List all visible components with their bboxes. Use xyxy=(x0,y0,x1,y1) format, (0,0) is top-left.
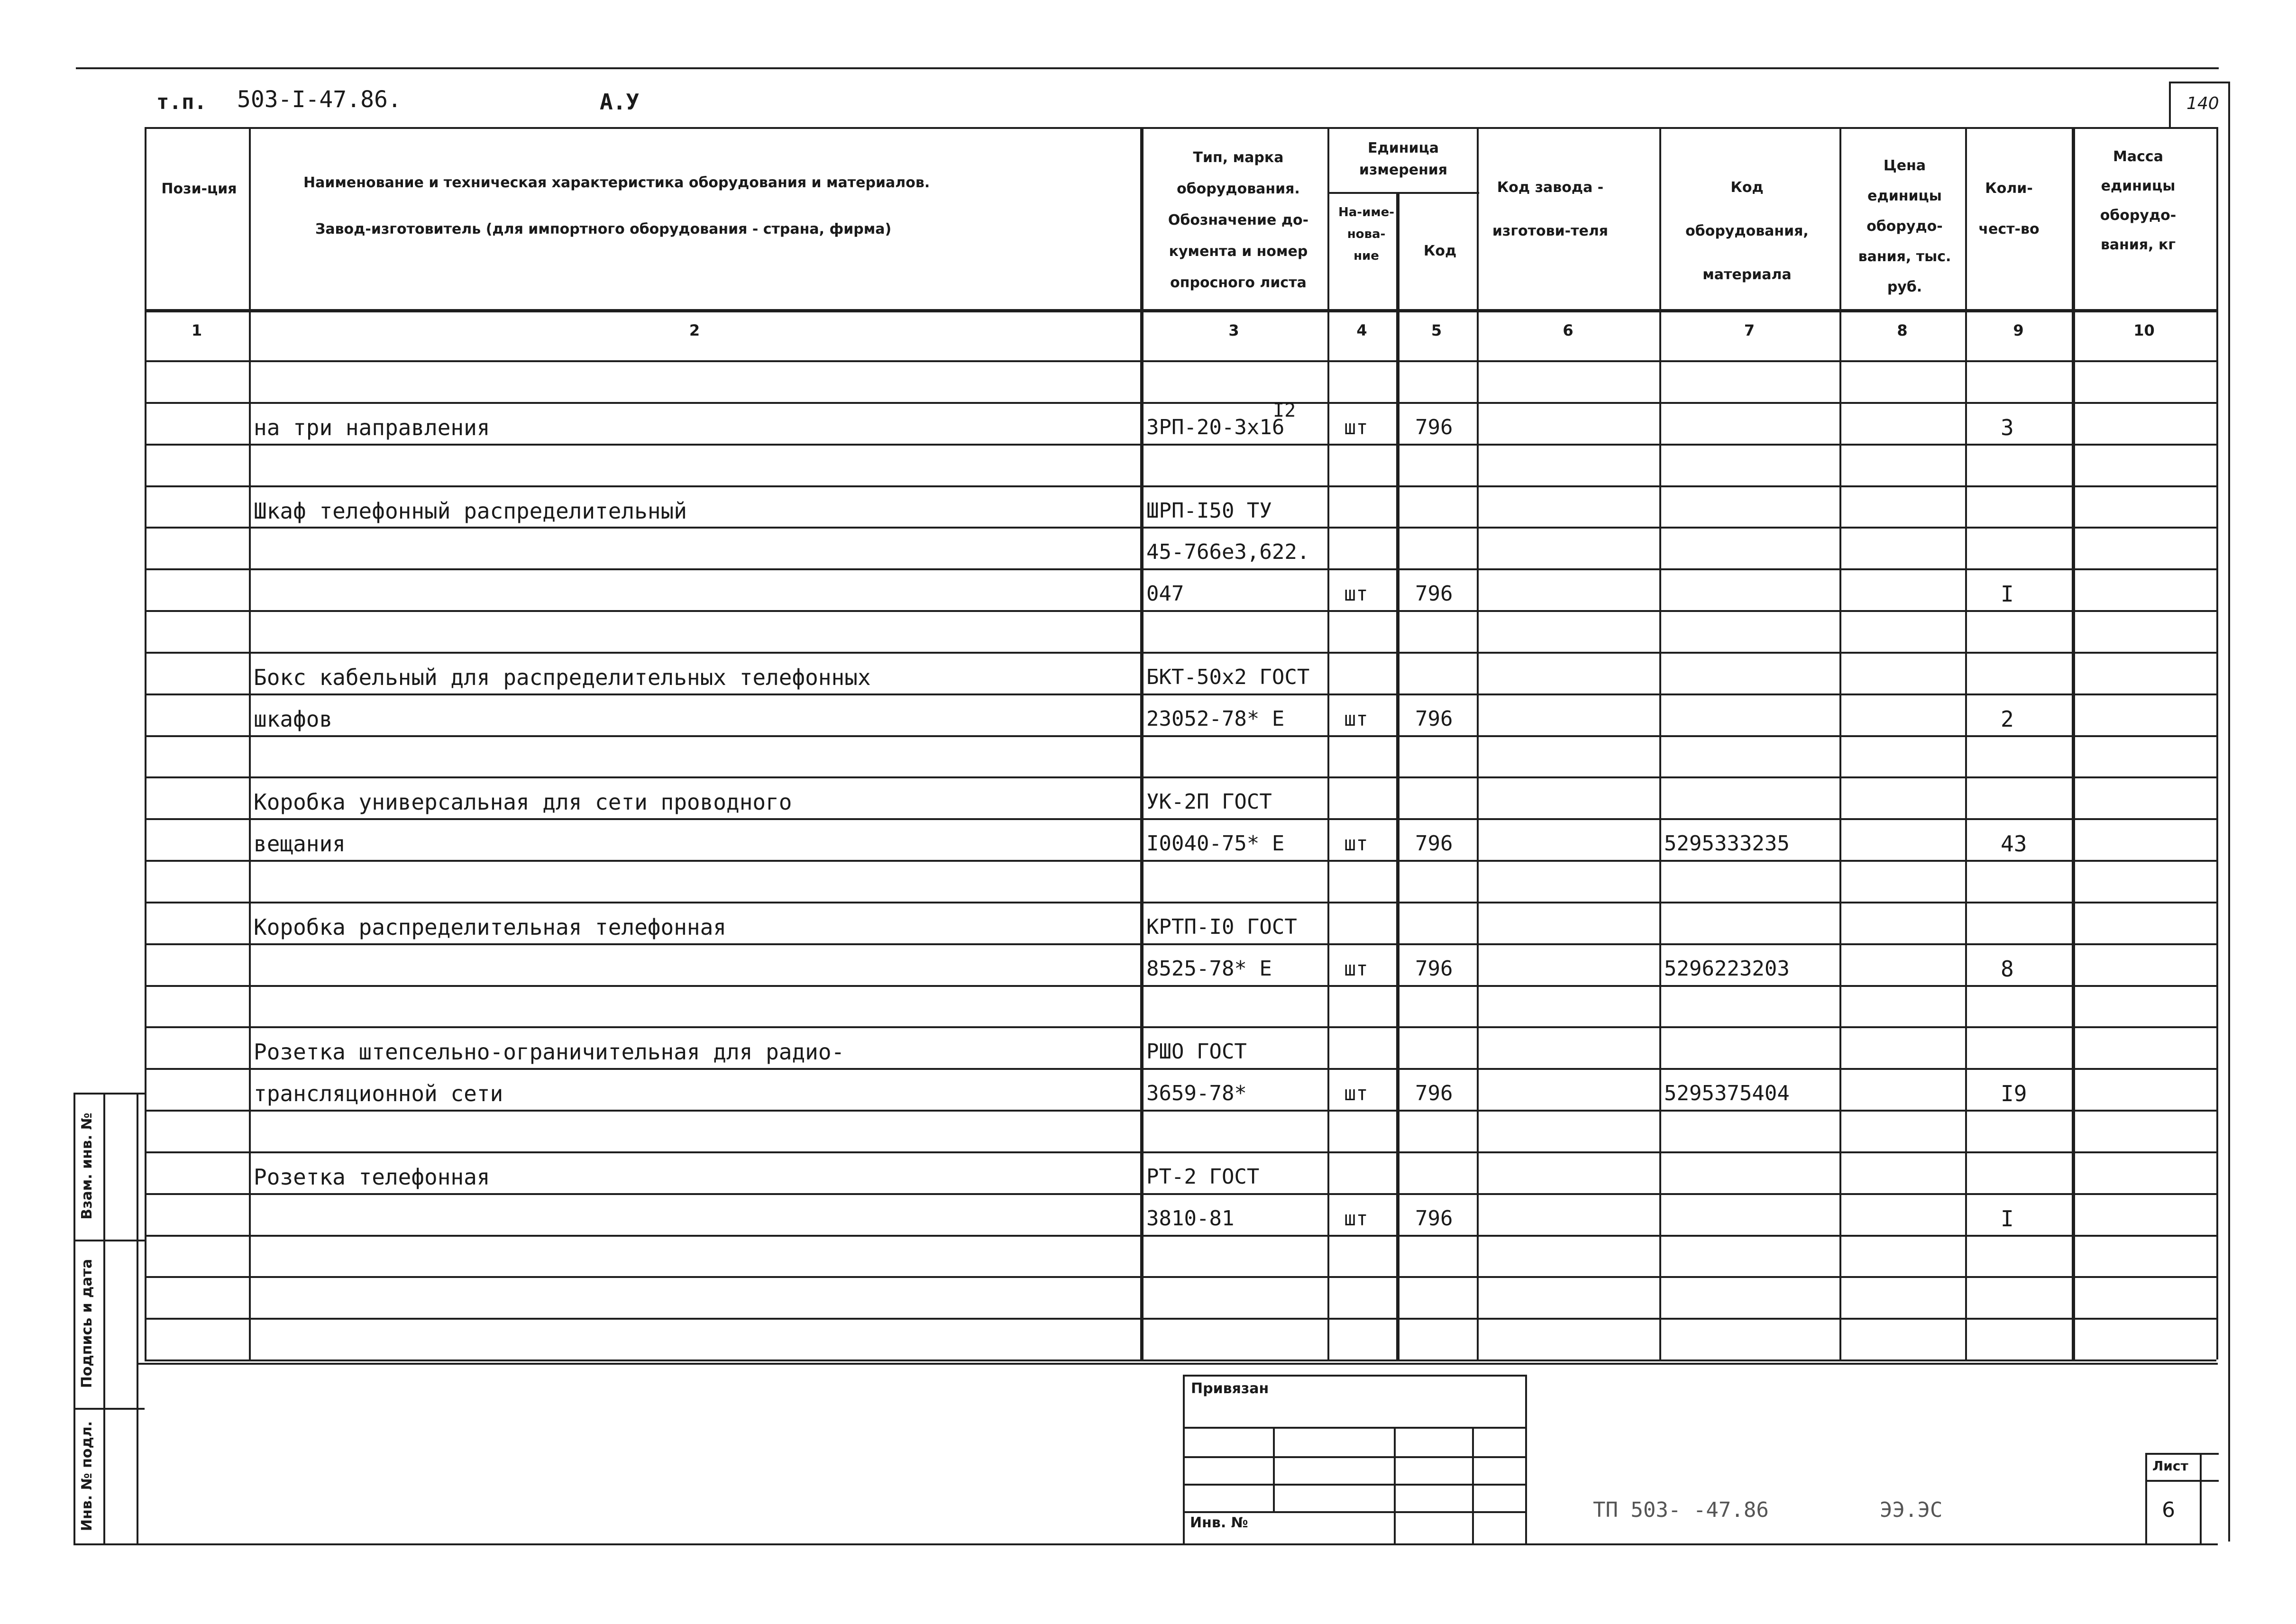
cell-name: Коробка распределительная телефонная xyxy=(254,914,726,940)
cell-type: 23052-78* Е xyxy=(1146,706,1285,731)
row-rule xyxy=(145,1359,2216,1361)
section-label: А.У xyxy=(600,89,640,115)
sheet-left xyxy=(2145,1453,2147,1545)
column-divider xyxy=(2216,127,2218,1359)
page-number-handwritten: 140 xyxy=(2186,94,2219,113)
column-divider xyxy=(2072,127,2075,1359)
column-number: 5 xyxy=(1431,321,1442,339)
cell-type: 8525-78* Е xyxy=(1146,956,1272,981)
row-rule xyxy=(145,652,2216,654)
cell-type: РШО ГОСТ xyxy=(1146,1039,1247,1064)
priv-l4 xyxy=(1183,1511,1527,1513)
row-rule xyxy=(145,943,2216,945)
col-header-unit-name: На-име-нова-ние xyxy=(1338,205,1394,263)
cell-qty: 3 xyxy=(2001,414,2014,440)
row-rule xyxy=(145,1318,2216,1320)
sheet-label: Лист xyxy=(2152,1458,2188,1474)
top-rule xyxy=(76,67,2219,69)
column-divider xyxy=(1396,192,1400,1359)
cell-type: 3РП-20-3х16 xyxy=(1146,415,1285,439)
sheet-mid xyxy=(2145,1480,2219,1482)
row-rule xyxy=(145,902,2216,903)
priv-left xyxy=(1183,1375,1185,1544)
column-divider xyxy=(1965,127,1967,1359)
column-divider xyxy=(1477,127,1479,1359)
cell-name: Розетка штепсельно-ограничительная для радио- xyxy=(254,1039,845,1065)
cell-type: БКТ-50х2 ГОСТ xyxy=(1146,665,1310,689)
page-box-left xyxy=(2169,82,2171,129)
col-header-name-line1: Наименование и техническая характеристика оборудования и материалов. xyxy=(303,174,930,191)
row-rule xyxy=(145,985,2216,987)
cell-unit: шт xyxy=(1344,1206,1368,1230)
stamp-top xyxy=(73,1093,145,1095)
column-divider xyxy=(1839,127,1841,1359)
stamp-inv-podl: Инв. № подл. xyxy=(79,1421,95,1532)
cell-code: 796 xyxy=(1415,956,1453,981)
cell-type: I0040-75* Е xyxy=(1146,831,1285,856)
row-rule xyxy=(145,860,2216,862)
cell-unit: шт xyxy=(1344,831,1368,855)
column-number: 3 xyxy=(1228,321,1239,339)
col-header-mass: Масса единицы оборудо-вания, кг xyxy=(2100,148,2177,253)
column-divider xyxy=(249,127,251,1359)
stamp-mid xyxy=(103,1093,105,1545)
column-number: 1 xyxy=(191,321,202,339)
page-box-right xyxy=(2228,82,2230,1542)
column-number: 8 xyxy=(1897,321,1908,339)
cell-name: шкафов xyxy=(254,706,333,732)
col-header-material-code: Код оборудования, материала xyxy=(1685,179,1809,283)
cell-code: 796 xyxy=(1415,831,1453,856)
cell-code: 796 xyxy=(1415,415,1453,439)
cell-type: 047 xyxy=(1146,581,1184,606)
col-header-position: Пози-ция xyxy=(161,181,237,197)
row-rule xyxy=(145,1193,2216,1195)
col-header-quantity: Коли-чест-во xyxy=(1978,180,2040,237)
sheet-right xyxy=(2200,1453,2202,1545)
cell-qty: 43 xyxy=(2001,830,2027,857)
cell-type: ШРП-I50 ТУ xyxy=(1146,498,1272,523)
col-header-unit-code: Код xyxy=(1423,243,1457,259)
row-rule xyxy=(145,1235,2216,1237)
priv-c3 xyxy=(1472,1427,1474,1544)
column-divider xyxy=(1659,127,1661,1359)
stamp-left-edge xyxy=(73,1093,75,1545)
column-number: 2 xyxy=(689,321,700,339)
cell-qty: I xyxy=(2001,581,2014,607)
priv-l3 xyxy=(1183,1484,1527,1486)
stamp-right-edge xyxy=(137,1093,138,1545)
cell-type: КРТП-I0 ГОСТ xyxy=(1146,914,1297,939)
column-divider xyxy=(1140,127,1143,1359)
cell-unit: шт xyxy=(1344,707,1368,730)
priv-c2 xyxy=(1394,1427,1396,1544)
row-rule xyxy=(145,818,2216,820)
table-top xyxy=(145,127,2216,129)
column-number: 6 xyxy=(1563,321,1573,339)
cell-type: 3810-81 xyxy=(1146,1206,1235,1231)
cell-name: вещания xyxy=(254,830,346,857)
cell-name: Шкаф телефонный распределительный xyxy=(254,498,687,524)
stamp-vzam-inv: Взам. инв. № xyxy=(79,1113,95,1220)
doc-code: 503-I-47.86. xyxy=(237,86,402,113)
row-rule xyxy=(145,1276,2216,1278)
column-number: 7 xyxy=(1744,321,1755,339)
doc-prefix: т.п. xyxy=(156,90,207,114)
cell-name: трансляционной сети xyxy=(254,1080,503,1106)
column-number: 9 xyxy=(2013,321,2024,339)
title-doc-code: ТП 503- -47.86 xyxy=(1593,1498,1769,1522)
cell-code: 796 xyxy=(1415,1081,1453,1105)
cell-unit: шт xyxy=(1344,415,1368,439)
column-number: 4 xyxy=(1356,321,1367,339)
row-rule xyxy=(145,568,2216,570)
cell-qty: 2 xyxy=(2001,706,2014,732)
privyazan-label: Привязан xyxy=(1191,1380,1269,1397)
cell-code: 796 xyxy=(1415,706,1453,731)
col-header-price: Цена единицы оборудо-вания, тыс. руб. xyxy=(1858,157,1951,295)
cell-name: на три направления xyxy=(254,414,490,440)
priv-l2 xyxy=(1183,1456,1527,1458)
cell-type: УК-2П ГОСТ xyxy=(1146,789,1272,814)
cell-qty: 8 xyxy=(2001,956,2014,982)
column-divider xyxy=(145,127,146,1359)
cell-type: 3659-78* xyxy=(1146,1081,1247,1105)
cell-code: 796 xyxy=(1415,1206,1453,1231)
row-rule xyxy=(145,527,2216,529)
row-rule xyxy=(145,360,2216,362)
col-header-name-line2: Завод-изготовитель (для импортного оборудования - страна, фирма) xyxy=(315,221,892,237)
row-rule xyxy=(145,776,2216,778)
cell-unit: шт xyxy=(1344,582,1368,605)
inv-no-label: Инв. № xyxy=(1190,1515,1248,1531)
row-rule xyxy=(145,1026,2216,1028)
sheet-top xyxy=(2145,1453,2219,1455)
cell-type: 45-766е3,622. xyxy=(1146,539,1310,564)
title-block-bottom xyxy=(137,1543,2218,1545)
row-rule xyxy=(145,1110,2216,1112)
row-rule xyxy=(145,610,2216,612)
row-rule xyxy=(145,735,2216,737)
cell-qty: I9 xyxy=(2001,1080,2027,1106)
title-doc-suffix: ЭЭ.ЭС xyxy=(1880,1498,1943,1522)
column-divider xyxy=(1327,127,1329,1359)
row-rule xyxy=(145,693,2216,695)
priv-c1 xyxy=(1273,1427,1275,1511)
page-box-top xyxy=(2169,82,2230,83)
cell-mat: 5295375404 xyxy=(1664,1081,1790,1105)
col-header-unit-group: Единица измерения xyxy=(1359,140,1448,178)
cell-code: 796 xyxy=(1415,581,1453,606)
title-block-top xyxy=(137,1363,2218,1365)
cell-name: Бокс кабельный для распределительных телефонных xyxy=(254,664,871,690)
row-rule xyxy=(145,402,2216,404)
unit-group-divider xyxy=(1327,192,1479,194)
header-bottom xyxy=(145,309,2216,312)
col-header-factory-code: Код завода - изготови-теля xyxy=(1492,179,1609,239)
priv-right xyxy=(1525,1375,1527,1544)
col-header-type: Тип, марка оборудования. Обозначение до-кумента и номер опросного листа xyxy=(1168,149,1309,291)
cell-name: Розетка телефонная xyxy=(254,1164,490,1190)
cell-type: РТ-2 ГОСТ xyxy=(1146,1164,1260,1189)
row-rule xyxy=(145,1068,2216,1070)
stamp-podpis-data: Подпись и дата xyxy=(79,1259,95,1388)
cell-qty: I xyxy=(2001,1205,2014,1232)
cell-mat: 5295333235 xyxy=(1664,831,1790,856)
cell-unit: шт xyxy=(1344,957,1368,980)
cell-type-sup: I2 xyxy=(1273,399,1296,421)
cell-name: Коробка универсальная для сети проводного xyxy=(254,789,792,815)
sheet-number: 6 xyxy=(2162,1498,2175,1522)
priv-top xyxy=(1183,1375,1527,1377)
priv-l1 xyxy=(1183,1427,1527,1429)
row-rule xyxy=(145,1151,2216,1153)
cell-unit: шт xyxy=(1344,1081,1368,1105)
column-number: 10 xyxy=(2133,321,2155,339)
row-rule xyxy=(145,444,2216,446)
row-rule xyxy=(145,485,2216,487)
cell-mat: 5296223203 xyxy=(1664,956,1790,981)
